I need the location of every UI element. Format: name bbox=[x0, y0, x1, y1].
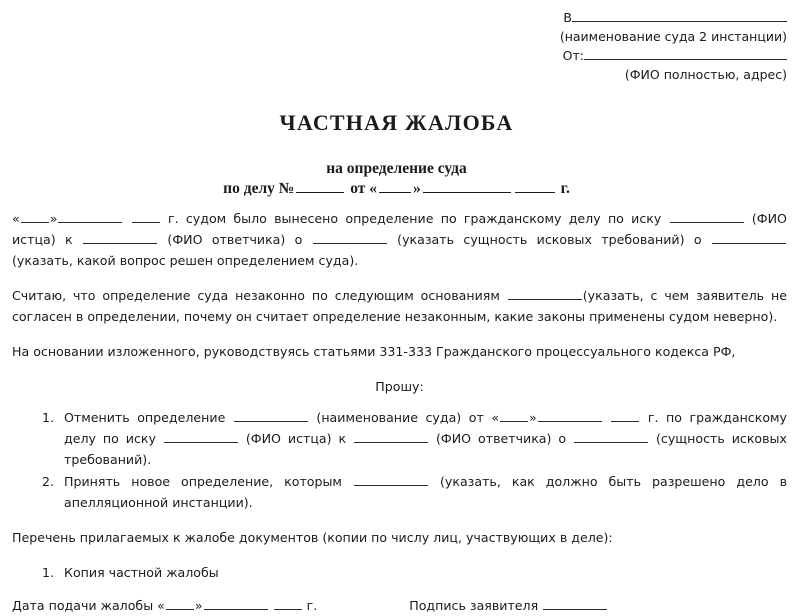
submission-day-blank[interactable] bbox=[166, 598, 194, 610]
signature-blank[interactable] bbox=[543, 598, 607, 610]
req1-text-1: Отменить определение bbox=[64, 410, 226, 425]
page-title: ЧАСТНАЯ ЖАЛОБА bbox=[279, 110, 514, 135]
intro-text-3: (ФИО ответчика) о bbox=[167, 232, 303, 247]
req1-defendant-blank[interactable] bbox=[354, 431, 428, 443]
court-name-blank[interactable] bbox=[572, 10, 787, 22]
submission-year-suffix: г. bbox=[306, 598, 318, 613]
court-name-line bbox=[500, 8, 787, 27]
req1-text-4: (ФИО истца) к bbox=[245, 431, 347, 446]
document-body bbox=[12, 208, 787, 616]
req2-text-2: (указать, как должно быть разрешено дело в апелляционной инстанции). bbox=[64, 474, 787, 510]
intro-subject-blank[interactable] bbox=[313, 232, 387, 244]
paragraph-legal-basis: На основании изложенного, руководствуясь статьями 331-333 Гражданского процессуального кодекса РФ, bbox=[12, 344, 736, 359]
req2-text-1: Принять новое определение, которым bbox=[64, 474, 342, 489]
case-month-blank[interactable] bbox=[423, 179, 511, 193]
court-name-caption: (наименование суда 2 инстанции) bbox=[559, 29, 787, 44]
list-item bbox=[58, 407, 787, 470]
req1-year-blank[interactable] bbox=[611, 410, 639, 422]
addressee-header-block bbox=[500, 8, 787, 84]
list-item bbox=[58, 471, 787, 513]
intro-text-1: г. судом было вынесено определение по гражданскому делу по иску bbox=[167, 211, 662, 226]
req2-blank[interactable] bbox=[354, 474, 428, 486]
attachments-list bbox=[12, 562, 787, 583]
grounds-blank[interactable] bbox=[508, 288, 582, 300]
req1-text-6: (сущность исковых требований). bbox=[64, 431, 787, 467]
intro-quote-close: » bbox=[49, 211, 58, 226]
subtitle-case-line bbox=[0, 179, 793, 198]
intro-question-blank[interactable] bbox=[712, 232, 786, 244]
req1-subject-blank[interactable] bbox=[574, 431, 648, 443]
request-heading: Прошу: bbox=[375, 379, 424, 394]
case-date-label: от « bbox=[350, 180, 378, 197]
requests-list bbox=[12, 407, 787, 513]
case-year-suffix: г. bbox=[560, 180, 570, 197]
grounds-text-2: (указать, с чем заявитель не согласен в определении, почему он считает определение незаконным, какие законы применены судом неверно). bbox=[12, 288, 787, 324]
intro-quote-open: « bbox=[12, 211, 20, 226]
signature-label: Подпись заявителя bbox=[409, 598, 539, 613]
intro-month-blank[interactable] bbox=[58, 211, 122, 223]
case-number-blank[interactable] bbox=[296, 179, 344, 193]
req1-day-blank[interactable] bbox=[500, 410, 528, 422]
req1-plaintiff-blank[interactable] bbox=[164, 431, 238, 443]
applicant-blank[interactable] bbox=[584, 48, 787, 60]
case-quote-close: » bbox=[413, 180, 421, 197]
req1-court-blank[interactable] bbox=[234, 410, 308, 422]
applicant-line bbox=[500, 46, 787, 65]
intro-plaintiff-blank[interactable] bbox=[670, 211, 744, 223]
court-name-label: В bbox=[563, 10, 572, 25]
grounds-text-1: Считаю, что определение суда незаконно по следующим основаниям bbox=[12, 288, 500, 303]
submission-month-blank[interactable] bbox=[204, 598, 268, 610]
submission-quote-close: » bbox=[194, 598, 203, 613]
list-item: 1. Копия частной жалобы bbox=[58, 562, 787, 583]
paragraph-intro bbox=[12, 208, 787, 271]
req1-text-5: (ФИО ответчика) о bbox=[436, 431, 567, 446]
intro-text-2: (ФИО истца) к bbox=[12, 211, 787, 247]
intro-day-blank[interactable] bbox=[21, 211, 49, 223]
intro-text-4: (указать сущность исковых требований) о bbox=[397, 232, 702, 247]
subtitle-ruling: на определение суда bbox=[326, 160, 467, 177]
req1-month-blank[interactable] bbox=[538, 410, 602, 422]
intro-year-blank[interactable] bbox=[132, 211, 160, 223]
req1-text-3: г. по гражданскому делу по иску bbox=[64, 410, 787, 446]
paragraph-grounds bbox=[12, 285, 787, 327]
applicant-label: От: bbox=[562, 48, 584, 63]
footer-row bbox=[12, 595, 787, 616]
submission-year-blank[interactable] bbox=[274, 598, 302, 610]
submission-date-label: Дата подачи жалобы « bbox=[12, 598, 165, 613]
intro-defendant-blank[interactable] bbox=[83, 232, 157, 244]
req1-text-2: (наименование суда) от « bbox=[316, 410, 500, 425]
case-day-blank[interactable] bbox=[379, 179, 411, 193]
intro-text-5: (указать, какой вопрос решен определением суда). bbox=[12, 253, 359, 268]
case-year-blank[interactable] bbox=[515, 179, 555, 193]
case-number-label: по делу № bbox=[223, 180, 295, 197]
applicant-caption: (ФИО полностью, адрес) bbox=[624, 67, 787, 82]
attachments-title: Перечень прилагаемых к жалобе документов (копии по числу лиц, участвующих в деле): bbox=[12, 530, 613, 545]
req1-quote-close: » bbox=[529, 410, 537, 425]
